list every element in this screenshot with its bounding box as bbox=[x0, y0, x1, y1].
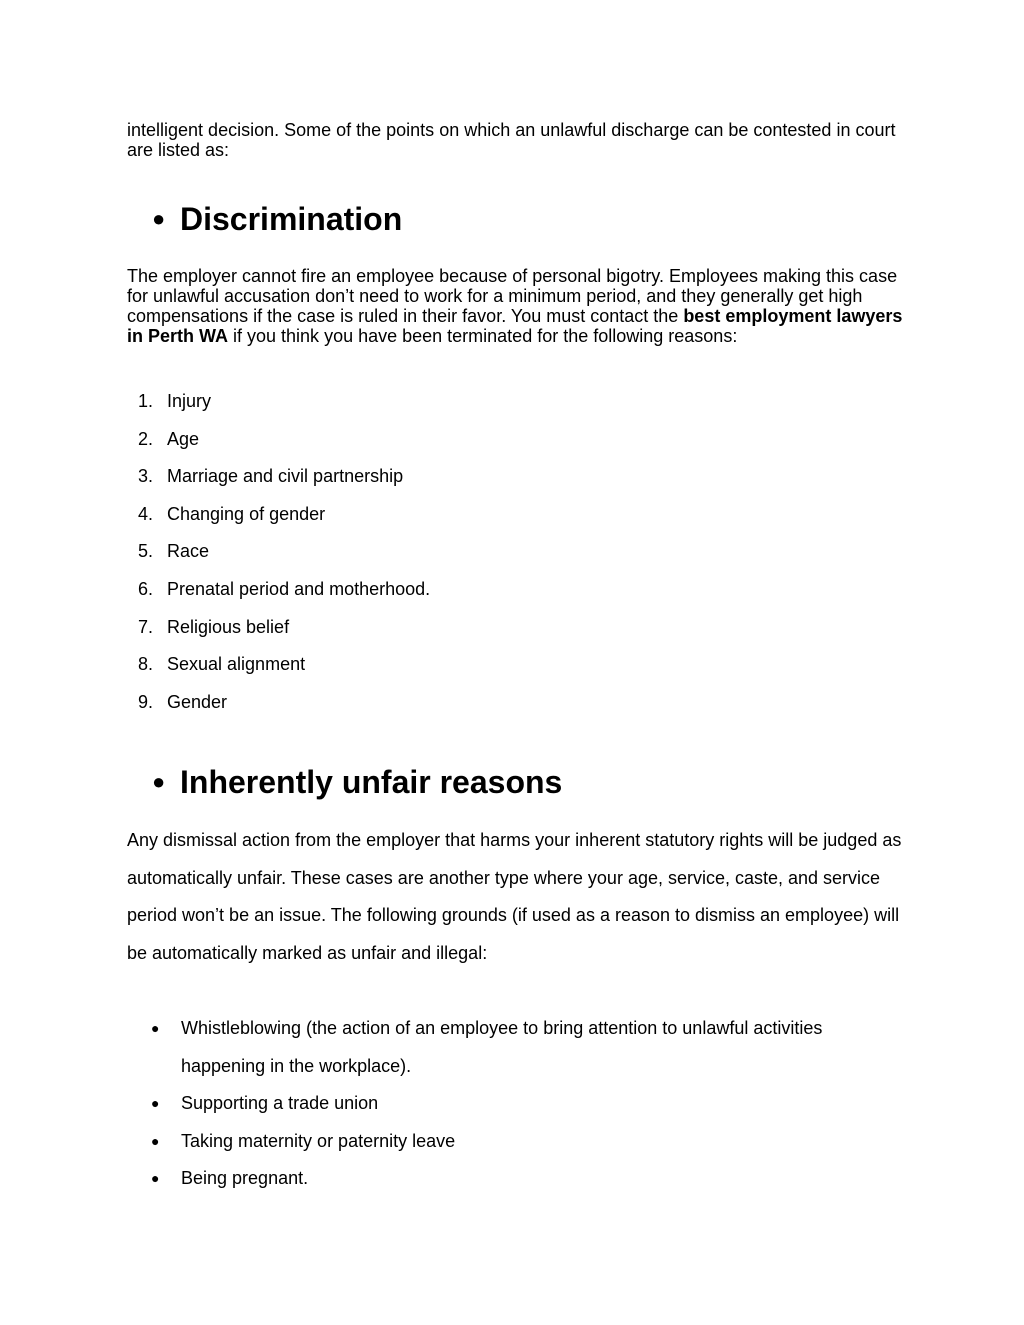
list-item bbox=[127, 578, 430, 616]
bullet-icon: ● bbox=[151, 1132, 160, 1149]
list-item bbox=[127, 1085, 907, 1123]
list-item bbox=[127, 691, 430, 729]
bullet-icon: ● bbox=[152, 206, 166, 231]
bullet-icon: ● bbox=[151, 1170, 160, 1187]
heading-text: Discrimination bbox=[180, 201, 403, 237]
bullet-icon: ● bbox=[152, 769, 166, 794]
list-item-label: Taking maternity or paternity leave bbox=[181, 1130, 456, 1151]
list-item-label: Changing of gender bbox=[167, 503, 326, 524]
list-item-label: Race bbox=[167, 541, 210, 562]
list-item-label: Marriage and civil partnership bbox=[167, 466, 404, 487]
list-item-label: Injury bbox=[167, 391, 212, 411]
paragraph-text: The employer cannot fire an employee because of personal bigotry. Employees making this case for unlawful accusation don’t need to work for a minimum period, and they generally get high compensations if the case is ruled in their favor. You must contact the bbox=[127, 266, 898, 326]
list-item bbox=[127, 390, 430, 428]
bold-keyword: best employment lawyers in Perth WA bbox=[127, 306, 903, 346]
list-item-label: Prenatal period and motherhood. bbox=[167, 578, 431, 599]
list-item-label: Gender bbox=[167, 691, 228, 712]
list-item-label: Whistleblowing (the action of an employee to bring attention to unlawful activities happening in the workplace). bbox=[181, 1018, 823, 1076]
list-number: 3. bbox=[137, 466, 153, 487]
paragraph-text: if you think you have been terminated for the following reasons: bbox=[228, 326, 738, 346]
list-item-label: Sexual alignment bbox=[167, 654, 306, 675]
section-heading-discrimination bbox=[152, 199, 402, 239]
bullet-icon: ● bbox=[151, 1020, 160, 1036]
discrimination-reasons-list bbox=[127, 390, 430, 728]
list-item-label: Religious belief bbox=[167, 616, 290, 637]
list-item-label: Being pregnant. bbox=[181, 1168, 309, 1189]
list-item-label: Age bbox=[167, 428, 200, 449]
section-heading-unfair-reasons bbox=[152, 762, 562, 802]
intro-paragraph: intelligent decision. Some of the points on which an unlawful discharge can be contested in court are listed as: bbox=[127, 120, 896, 160]
unfair-grounds-list bbox=[127, 1010, 907, 1198]
list-item bbox=[127, 428, 430, 466]
list-number: 9. bbox=[137, 691, 153, 712]
heading-text: Inherently unfair reasons bbox=[180, 764, 563, 800]
discrimination-paragraph bbox=[127, 266, 907, 346]
list-number: 2. bbox=[137, 428, 153, 449]
list-item-label: Supporting a trade union bbox=[181, 1093, 379, 1114]
list-item bbox=[127, 503, 430, 541]
bullet-icon: ● bbox=[151, 1095, 160, 1112]
list-number: 4. bbox=[137, 503, 153, 524]
list-item bbox=[127, 653, 430, 691]
list-number: 8. bbox=[137, 654, 153, 675]
unfair-reasons-paragraph: Any dismissal action from the employer that harms your inherent statutory rights will be judged as automatically unfair. These cases are another type where your age, service, caste, and service period won’t be an issue. The following grounds (if used as a reason to dismiss an employee) will be automatically marked as unfair and illegal: bbox=[127, 830, 902, 963]
list-number: 1. bbox=[137, 391, 153, 411]
list-number: 7. bbox=[137, 616, 153, 637]
list-number: 6. bbox=[137, 578, 153, 599]
list-item bbox=[127, 465, 430, 503]
list-item bbox=[127, 1160, 907, 1198]
list-number: 5. bbox=[137, 541, 153, 562]
list-item bbox=[127, 616, 430, 654]
list-item bbox=[127, 1010, 907, 1085]
list-item bbox=[127, 1123, 907, 1161]
list-item bbox=[127, 540, 430, 578]
